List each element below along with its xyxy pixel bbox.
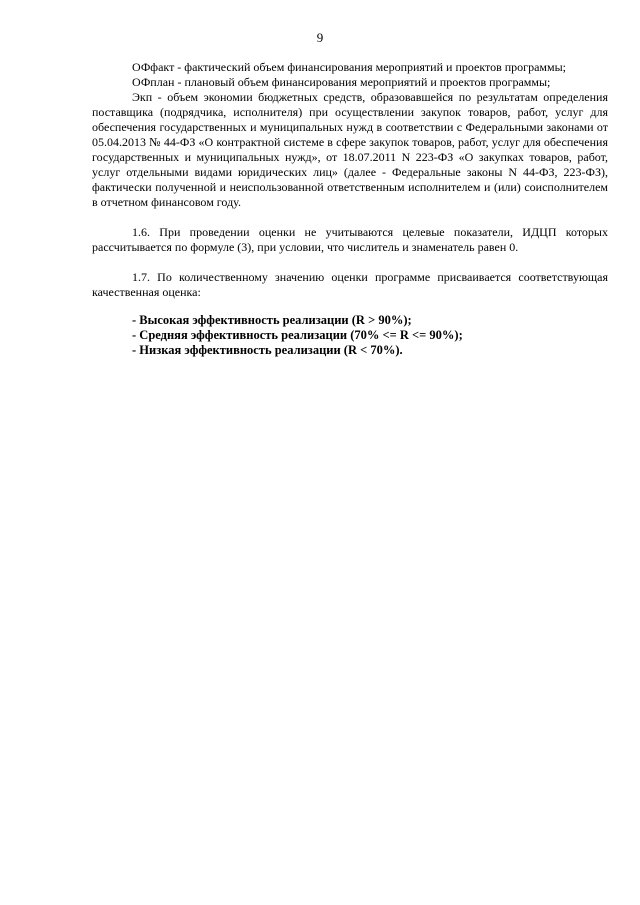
page-content (92, 60, 608, 358)
rating-high: - Высокая эффективность реализации (R > 90%); (132, 313, 412, 327)
page-number: 9 (316, 30, 324, 45)
clause-1-6: 1.6. При проведении оценки не учитываются целевые показатели, ИДЦП которых рассчитывается по формуле (3), при условии, что числитель и знаменатель равен 0. (92, 225, 608, 254)
ratings-list (92, 313, 608, 358)
rating-medium: - Средняя эффективность реализации (70% <= R <= 90%); (132, 328, 463, 342)
clause-1-7: 1.7. По количественному значению оценки программе присваивается соответствующая качественная оценка: (92, 270, 608, 299)
definition-ekp: Экп - объем экономии бюджетных средств, образовавшейся по результатам определения поставщика (подрядчика, исполнителя) при осуществлении закупок товаров, работ, услуг для обеспечения государственных и муниципальных нужд в соответствии с Федеральными законами от 05.04.2013 № 44-ФЗ «О контрактной системе в сфере закупок товаров, работ, услуг для обеспечения государственных и муниципальных нужд», от 18.07.2011 N 223-ФЗ «О закупках товаров, работ, услуг отдельными видами юридических лиц» (далее - Федеральные законы N 44-ФЗ, 223-ФЗ), фактически полученной и неиспользованной ответственным исполнителем и (или) соисполнителем в отчетном финансовом году. (92, 90, 608, 209)
definition-ofplan: ОФплан - плановый объем финансирования мероприятий и проектов программы; (132, 75, 551, 89)
rating-low: - Низкая эффективность реализации (R < 70%). (132, 343, 403, 357)
definition-offact: ОФфакт - фактический объем финансирования мероприятий и проектов программы; (132, 60, 567, 74)
